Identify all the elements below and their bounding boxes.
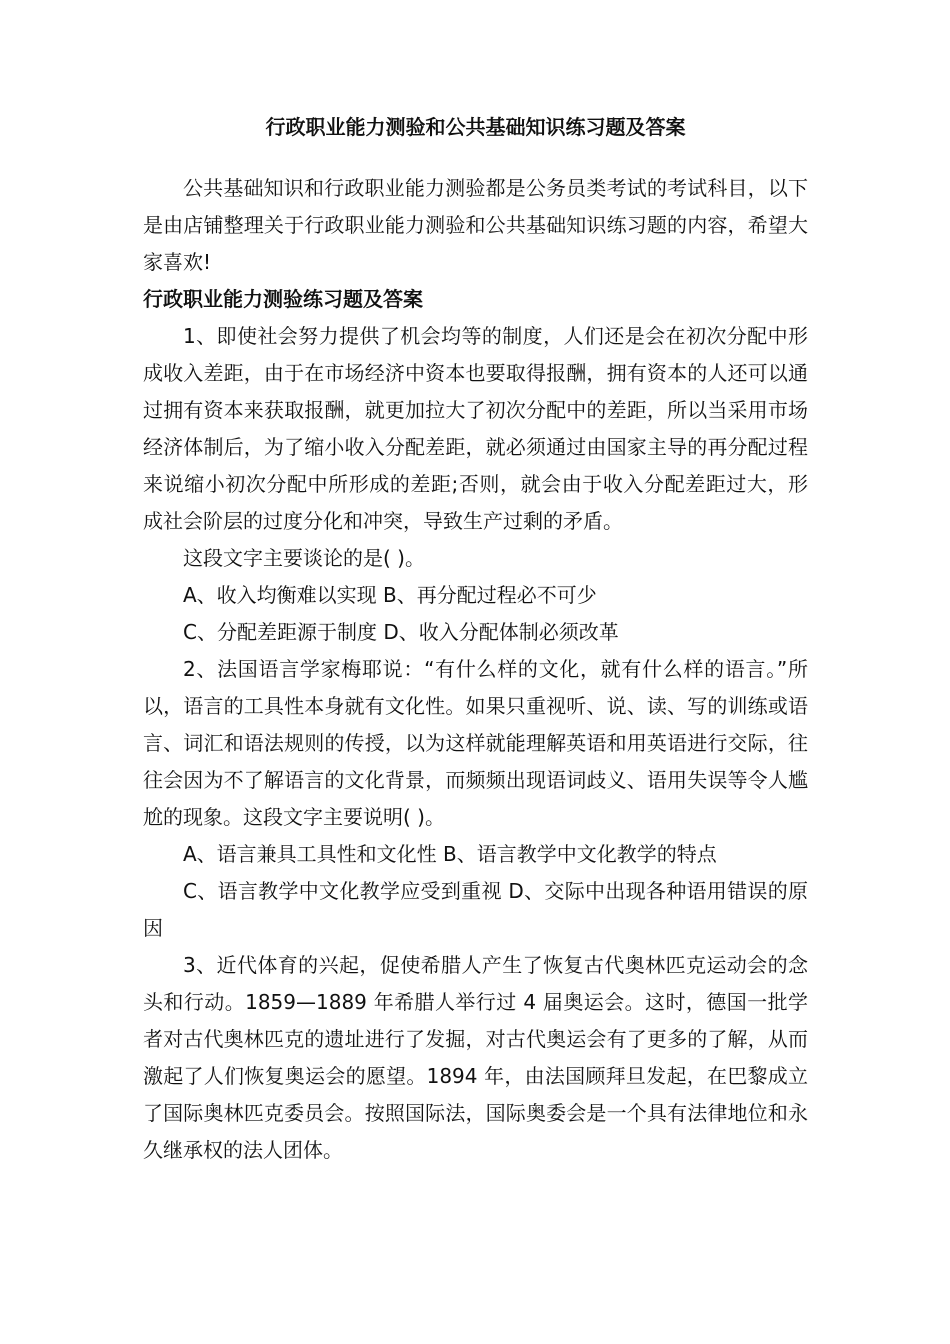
question-2-options-cd: C、语言教学中文化教学应受到重视 D、交际中出现各种语用错误的原因 — [143, 879, 808, 940]
document-page — [143, 108, 808, 1169]
question-1-options-ab: A、收入均衡难以实现 B、再分配过程必不可少 — [183, 583, 597, 607]
question-1-options-cd: C、分配差距源于制度 D、收入分配体制必须改革 — [183, 620, 619, 644]
intro-paragraph: 公共基础知识和行政职业能力测验都是公务员类考试的考试科目，以下是由店铺整理关于行政职业能力测验和公共基础知识练习题的内容，希望大家喜欢! — [143, 176, 808, 274]
question-3-text: 3、近代体育的兴起，促使希腊人产生了恢复古代奥林匹克运动会的念头和行动。1859—1889 年希腊人举行过 4 届奥运会。这时，德国一批学者对古代奥林匹克的遗址进行了发掘，对古代奥运会有了更多的了解，从而激起了人们恢复奥运会的愿望。1894 年，由法国顾拜旦发起，在巴黎成立了国际奥林匹克委员会。按照国际法，国际奥委会是一个具有法律地位和永久继承权的法人团体。 — [143, 953, 808, 1162]
question-2-text: 2、法国语言学家梅耶说：“有什么样的文化，就有什么样的语言。”所以，语言的工具性本身就有文化性。如果只重视听、说、读、写的训练或语言、词汇和语法规则的传授，以为这样就能理解英语和用英语进行交际，往往会因为不了解语言的文化背景，而频频出现语词歧义、语用失误等令人尴尬的现象。这段文字主要说明( )。 — [143, 657, 808, 829]
question-2-options-ab: A、语言兼具工具性和文化性 B、语言教学中文化教学的特点 — [183, 842, 717, 866]
section-heading: 行政职业能力测验练习题及答案 — [143, 287, 423, 311]
question-1-prompt: 这段文字主要谈论的是( )。 — [183, 546, 425, 570]
question-1-text: 1、即使社会努力提供了机会均等的制度，人们还是会在初次分配中形成收入差距，由于在市场经济中资本也要取得报酬，拥有资本的人还可以通过拥有资本来获取报酬，就更加拉大了初次分配中的差距，所以当采用市场经济体制后，为了缩小收入分配差距，就必须通过由国家主导的再分配过程来说缩小初次分配中所形成的差距;否则，就会由于收入分配差距过大，形成社会阶层的过度分化和冲突，导致生产过剩的矛盾。 — [143, 324, 808, 533]
document-title: 行政职业能力测验和公共基础知识练习题及答案 — [265, 115, 686, 139]
